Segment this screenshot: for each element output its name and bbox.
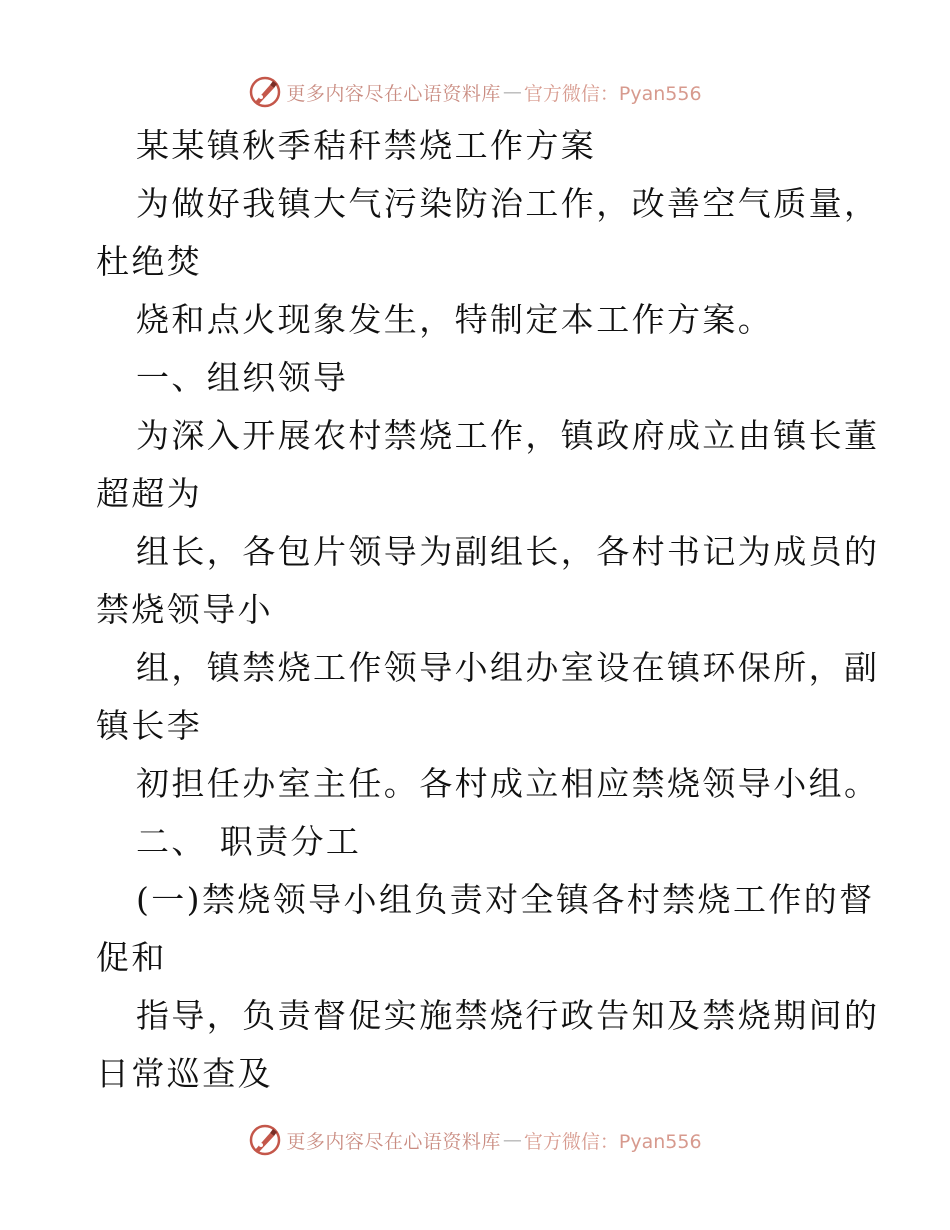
paragraph-line: 日常巡查及	[96, 1054, 273, 1093]
paragraph-line: 组长，各包片领导为副组长，各村书记为成员的	[136, 532, 880, 571]
paragraph-line: 为深入开展农村禁烧工作，镇政府成立由镇长董	[136, 416, 880, 455]
watermark-footer	[0, 1120, 950, 1160]
watermark-separator: —	[502, 81, 522, 103]
paragraph-line: 初担任办室主任。各村成立相应禁烧领导小组。	[136, 764, 880, 803]
watermark-text: 更多内容尽在心语资料库	[286, 1130, 501, 1153]
section-heading-2: 二、 职责分工	[136, 822, 362, 861]
paragraph-line: (一)禁烧领导小组负责对全镇各村禁烧工作的督	[136, 880, 875, 919]
pen-logo-icon	[248, 1123, 282, 1157]
paragraph-line: 为做好我镇大气污染防治工作，改善空气质量，	[136, 184, 880, 223]
paragraph-line: 超超为	[96, 474, 203, 513]
paragraph-line: 促和	[96, 938, 167, 977]
watermark-contact: 官方微信：Pyan556	[523, 82, 702, 105]
document-body	[96, 117, 880, 1103]
paragraph-line: 烧和点火现象发生，特制定本工作方案。	[136, 300, 774, 339]
paragraph-line: 指导，负责督促实施禁烧行政告知及禁烧期间的	[136, 996, 880, 1035]
section-heading-1: 一、组织领导	[136, 358, 349, 397]
watermark-text: 更多内容尽在心语资料库	[286, 82, 501, 105]
paragraph-line: 杜绝焚	[96, 242, 203, 281]
watermark-header	[0, 72, 950, 112]
pen-logo-icon	[248, 75, 282, 109]
watermark-separator: —	[502, 1129, 522, 1151]
paragraph-line: 禁烧领导小	[96, 590, 273, 629]
watermark-contact: 官方微信：Pyan556	[523, 1130, 702, 1153]
paragraph-line: 组，镇禁烧工作领导小组办室设在镇环保所，副	[136, 648, 880, 687]
document-title: 某某镇秋季秸秆禁烧工作方案	[136, 126, 597, 165]
paragraph-line: 镇长李	[96, 706, 203, 745]
